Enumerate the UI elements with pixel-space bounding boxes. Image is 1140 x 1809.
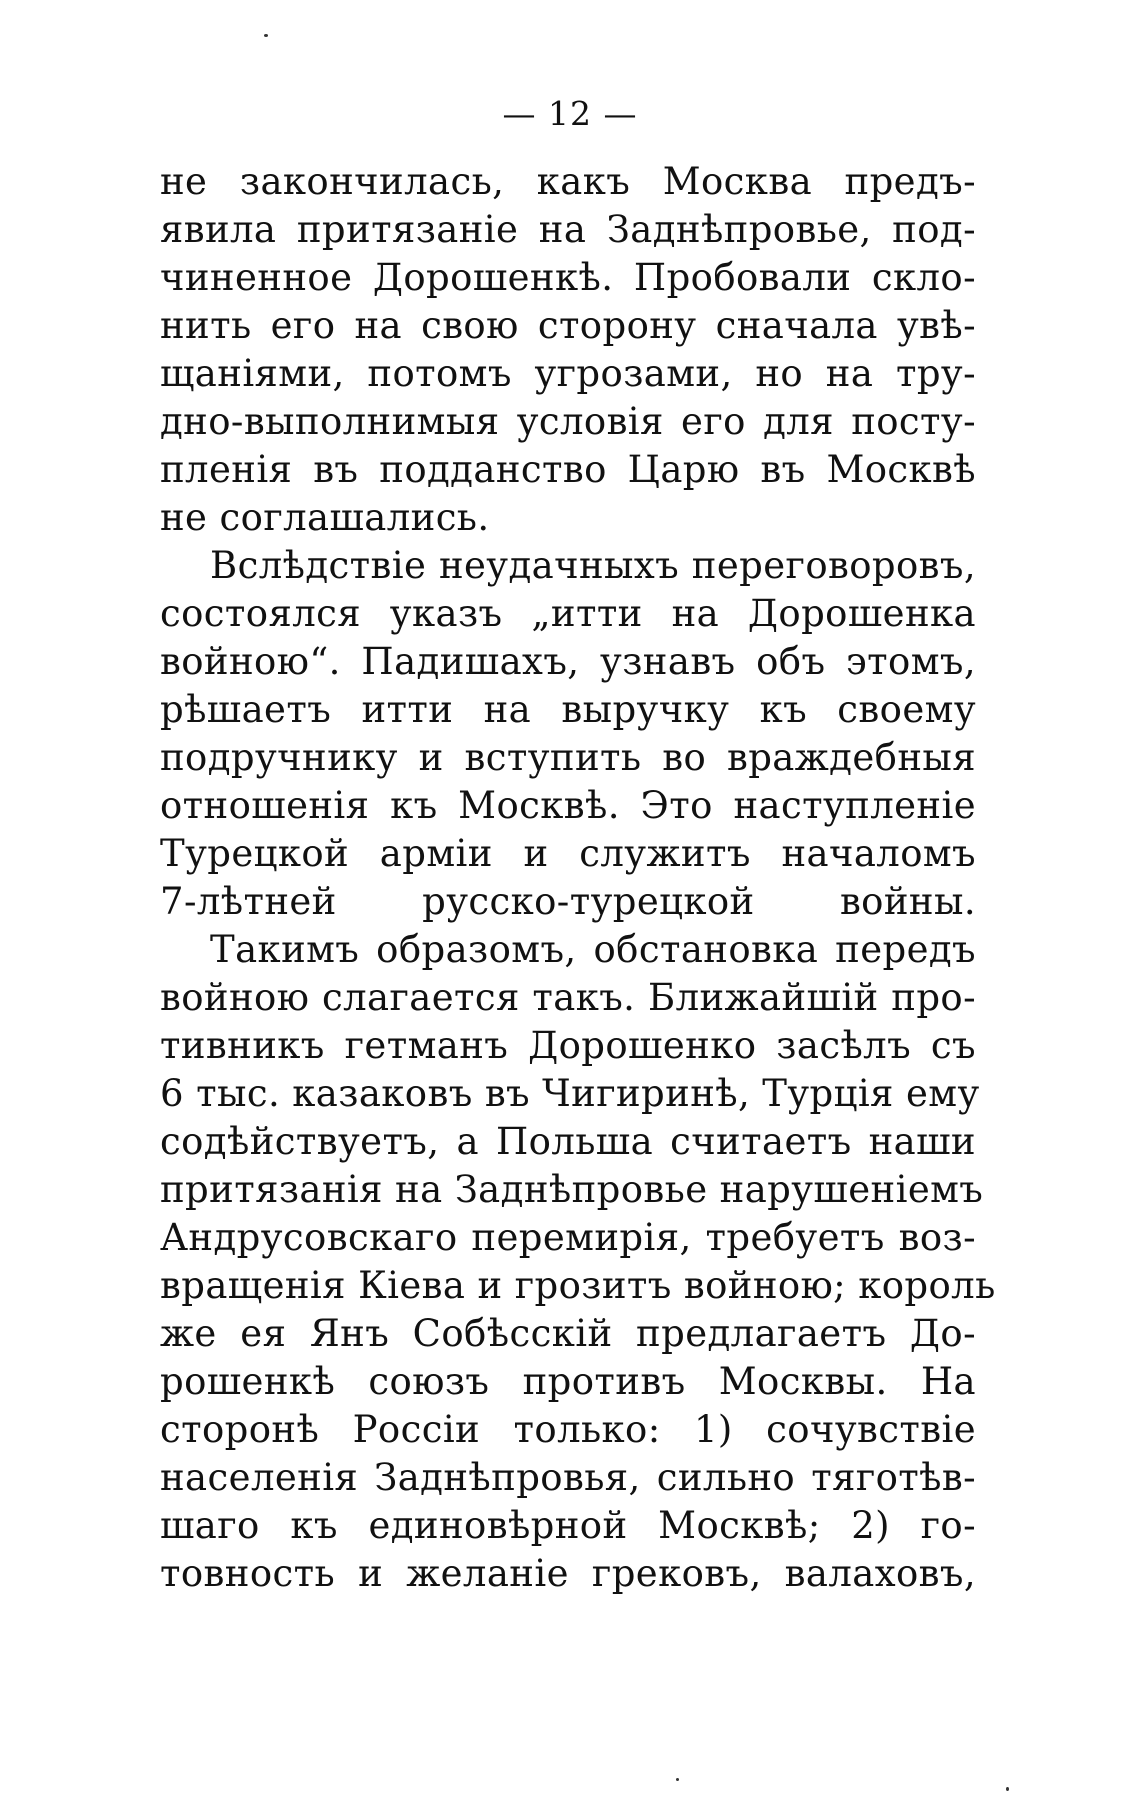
text-line: тивникъ гетманъ Дорошенко засѣлъ съ [160, 1024, 976, 1067]
text-line: отношенія къ Москвѣ. Это наступленіе [160, 784, 976, 827]
text-line: явила притязаніе на Заднѣпровье, под- [160, 208, 976, 251]
text-line: 6 тыс. казаковъ въ Чигиринѣ, Турція ему [160, 1072, 980, 1115]
text-line: войною слагается такъ. Ближайшій про- [160, 976, 976, 1019]
body-text [160, 158, 996, 1598]
text-line: чиненное Дорошенкѣ. Пробовали скло- [160, 256, 976, 299]
text-line: Вслѣдствіе неудачныхъ переговоровъ, [210, 544, 976, 587]
text-line: не закончилась, какъ Москва предъ- [160, 160, 976, 203]
text-line: Турецкой арміи и служитъ началомъ [160, 832, 976, 875]
text-line: войною“. Падишахъ, узнавъ объ этомъ, [160, 640, 976, 683]
text-line: товность и желаніе грековъ, валаховъ, [160, 1552, 976, 1595]
text-line: притязанія на Заднѣпровье нарушеніемъ [160, 1168, 984, 1211]
text-line: щаніями, потомъ угрозами, но на тру- [160, 352, 976, 395]
paragraph [160, 158, 976, 542]
scan-speck [264, 34, 268, 37]
scan-speck [676, 1778, 679, 1781]
text-line: пленія въ подданство Царю въ Москвѣ [160, 448, 976, 491]
text-line: же ея Янъ Собѣсскій предлагаетъ До- [160, 1312, 976, 1355]
text-line: нить его на свою сторону сначала увѣ- [160, 304, 976, 347]
scan-speck [1006, 1787, 1009, 1791]
text-line: подручнику и вступить во враждебныя [160, 736, 976, 779]
text-line: не соглашались. [160, 496, 490, 539]
page-number: — 12 — [502, 94, 638, 133]
text-line: 7-лѣтней русско-турецкой войны. [160, 880, 976, 923]
text-line: населенія Заднѣпровья, сильно тяготѣв- [160, 1456, 976, 1499]
text-line: рѣшаетъ итти на выручку къ своему [160, 688, 976, 731]
text-line: сторонѣ Россіи только: 1) сочувствіе [160, 1408, 976, 1451]
text-line: вращенія Кіева и грозитъ войною; король [160, 1264, 996, 1307]
text-line: шаго къ единовѣрной Москвѣ; 2) го- [160, 1504, 976, 1547]
text-line: рошенкѣ союзъ противъ Москвы. На [160, 1360, 976, 1403]
text-line: Такимъ образомъ, обстановка передъ [210, 928, 976, 971]
text-line: состоялся указъ „итти на Дорошенка [160, 592, 976, 635]
text-line: дно-выполнимыя условія его для посту- [160, 400, 976, 443]
text-line: содѣйствуетъ, а Польша считаетъ наши [160, 1120, 976, 1163]
paragraph [160, 542, 976, 926]
text-line: Андрусовскаго перемирія, требуетъ воз- [160, 1216, 976, 1259]
paragraph [160, 926, 996, 1598]
